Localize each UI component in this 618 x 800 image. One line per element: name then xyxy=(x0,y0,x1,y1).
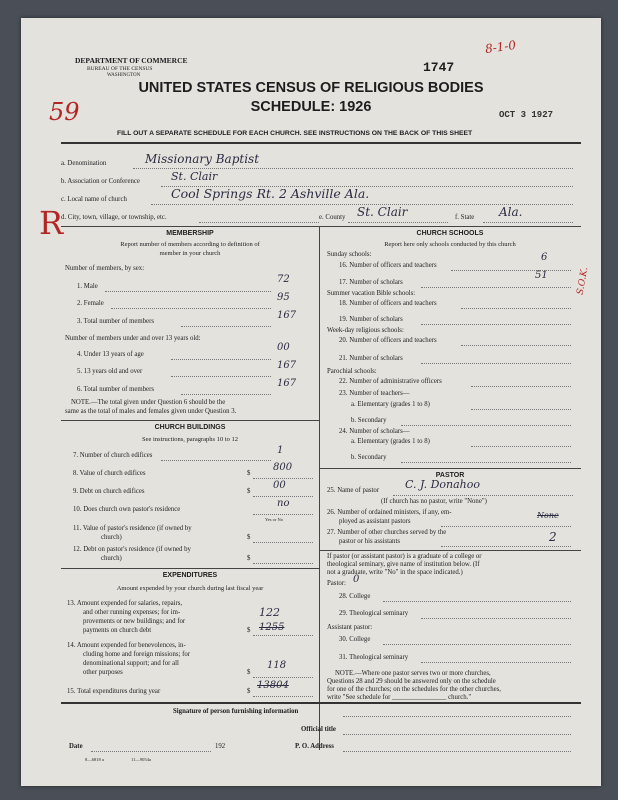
state-label: f. State xyxy=(455,214,475,221)
q13-value-struck: 1255 xyxy=(259,622,285,633)
q1-label: 1. Male xyxy=(77,283,98,290)
q19-leader xyxy=(421,324,571,325)
q11-dollar: $ xyxy=(247,534,251,541)
q9-value: 00 xyxy=(273,480,286,491)
q22-leader xyxy=(471,386,571,387)
q23a-label: a. Elementary (grades 1 to 8) xyxy=(351,401,430,408)
q7-leader xyxy=(161,460,271,461)
red-side-note: S.O.K. xyxy=(575,266,591,296)
q25-label: 25. Name of pastor xyxy=(327,487,380,494)
q12-leader xyxy=(253,563,313,564)
q24-label: 24. Number of scholars— xyxy=(339,428,410,435)
county-value: St. Clair xyxy=(357,205,408,219)
q21-label: 21. Number of scholars xyxy=(339,355,403,362)
date-line xyxy=(91,751,211,752)
q21-leader xyxy=(421,363,571,364)
q5-leader xyxy=(171,376,271,377)
q13-label-3: provements or new buildings; and for xyxy=(83,618,186,625)
yes-no-caption: Yes or No xyxy=(265,517,284,522)
q5-value: 167 xyxy=(277,360,297,371)
q3-label: 3. Total number of members xyxy=(77,318,154,325)
buildings-bottom-rule xyxy=(61,568,319,569)
q13-leader xyxy=(253,635,313,636)
q19-label: 19. Number of scholars xyxy=(339,316,403,323)
dept-name: DEPARTMENT OF COMMERCE xyxy=(75,56,188,65)
q27-value: 2 xyxy=(549,530,557,544)
q8-dollar: $ xyxy=(247,470,251,477)
q28-leader xyxy=(383,601,571,602)
q9-leader xyxy=(253,496,313,497)
table-top-rule xyxy=(61,226,581,227)
denomination-label: a. Denomination xyxy=(61,160,107,167)
q6-value: 167 xyxy=(277,378,297,389)
membership-bottom-rule xyxy=(61,420,319,421)
q13-label-4: payments on church debt xyxy=(83,627,152,634)
pastor-note-4: write "See schedule for ________________ church." xyxy=(327,694,472,701)
form-title: UNITED STATES CENSUS OF RELIGIOUS BODIES xyxy=(138,80,484,96)
q14-label-2: cluding home and foreign missions; for xyxy=(83,651,191,658)
q14-value: 118 xyxy=(267,660,287,671)
pastor-mid-rule xyxy=(319,550,581,551)
q18-leader xyxy=(461,308,571,309)
po-address-label: P. O. Address xyxy=(295,743,334,750)
bureau-name: BUREAU OF THE CENSUS xyxy=(87,66,153,72)
q10-value: no xyxy=(277,498,290,509)
membership-heading: MEMBERSHIP xyxy=(166,230,214,237)
q8-label: 8. Value of church edifices xyxy=(73,470,146,477)
q22-label: 22. Number of administrative officers xyxy=(339,378,442,385)
q17-leader xyxy=(421,287,571,288)
q27-label-1: 27. Number of other churches served by the xyxy=(327,529,447,536)
q27-label-2: pastor or his assistants xyxy=(339,538,400,545)
q5-label: 5. 13 years old and over xyxy=(77,368,143,375)
grad-note-3: not a graduate, write "No" in the space indicated.) xyxy=(327,569,463,576)
q26-label-1: 26. Number of ordained ministers, if any, em- xyxy=(327,509,452,516)
q15-label: 15. Total expenditures during year xyxy=(67,688,161,695)
table-bottom-rule xyxy=(61,702,581,704)
official-title-line xyxy=(343,734,571,735)
pastor-note-1: NOTE.—Where one pastor serves two or more churches, xyxy=(335,670,491,677)
q23a-leader xyxy=(471,409,571,410)
q4-value: 00 xyxy=(277,342,290,353)
schools-bottom-rule xyxy=(319,468,581,469)
schools-heading: CHURCH SCHOOLS xyxy=(416,230,484,237)
buildings-sub: See instructions, paragraphs 10 to 12 xyxy=(141,436,239,443)
q17-value: 51 xyxy=(535,270,548,281)
signature-line xyxy=(343,716,571,717)
bureau-city: WASHINGTON xyxy=(107,73,141,78)
q2-value: 95 xyxy=(277,292,290,303)
q31-leader xyxy=(421,662,571,663)
pastor-grad-label: Pastor: xyxy=(327,580,346,587)
members-by-sex-label: Number of members, by sex: xyxy=(65,265,145,272)
q11-label-2: church) xyxy=(101,534,122,541)
q8-value: 800 xyxy=(273,462,293,473)
denomination-value: Missionary Baptist xyxy=(145,152,260,166)
schedule-year: SCHEDULE: 1926 xyxy=(250,99,372,115)
q7-label: 7. Number of church edifices xyxy=(73,452,153,459)
q24b-leader xyxy=(401,462,571,463)
q11-leader xyxy=(253,542,313,543)
instructions-line: FILL OUT A SEPARATE SCHEDULE FOR EACH CHURCH. SEE INSTRUCTIONS ON THE BACK OF THIS SHEET xyxy=(117,130,473,137)
q27-leader xyxy=(441,546,571,547)
q4-leader xyxy=(171,359,271,360)
local-name-value: Cool Springs Rt. 2 Ashville Ala. xyxy=(171,186,370,201)
q24a-label: a. Elementary (grades 1 to 8) xyxy=(351,438,430,445)
pastor-heading: PASTOR xyxy=(435,472,465,479)
q14-dollar: $ xyxy=(247,669,251,676)
q10-leader xyxy=(253,514,313,515)
q3-leader xyxy=(181,326,271,327)
form-code-2: 11—9054a xyxy=(131,757,151,762)
red-R-mark: R xyxy=(39,204,64,242)
serial-number: 1747 xyxy=(423,60,455,75)
q1-leader xyxy=(105,291,271,292)
county-line xyxy=(348,222,448,223)
local-name-label: c. Local name of church xyxy=(61,196,127,203)
q26-label-2: ployed as assistant pastors xyxy=(339,518,411,525)
red-number: 59 xyxy=(49,98,80,126)
pastor-note-3: for one of the churches; on the schedules for the other churches, xyxy=(327,686,502,693)
weekday-label: Week-day religious schools: xyxy=(327,327,404,334)
q11-label-1: 11. Value of pastor's residence (if owned by xyxy=(73,525,192,532)
grad-note-2: theological seminary, give name of institution below. (If xyxy=(327,561,480,568)
date-year: 192 xyxy=(215,743,226,750)
q25-leader xyxy=(393,495,573,496)
q6-leader xyxy=(181,394,271,395)
q16-value: 6 xyxy=(541,252,548,263)
q23b-label: b. Secondary xyxy=(351,417,387,424)
state-line xyxy=(483,222,573,223)
q24a-leader xyxy=(471,446,571,447)
q15-leader xyxy=(253,696,313,697)
q13-label-2: and other running expenses; for im- xyxy=(83,609,181,616)
q24b-label: b. Secondary xyxy=(351,454,387,461)
q29-leader xyxy=(421,618,571,619)
q30-leader xyxy=(383,644,571,645)
q14-label-4: other purposes xyxy=(83,669,123,676)
q26-value: None xyxy=(537,511,559,520)
denomination-line xyxy=(133,168,573,169)
q3-value: 167 xyxy=(277,310,297,321)
q12-label-1: 12. Debt on pastor's residence (if owned by xyxy=(73,546,191,553)
q7-value: 1 xyxy=(277,445,284,456)
q29-label: 29. Theological seminary xyxy=(339,610,409,617)
membership-sub2: member in your church xyxy=(159,250,221,257)
age-label: Number of members under and over 13 years old: xyxy=(65,335,201,342)
q4-label: 4. Under 13 years of age xyxy=(77,351,144,358)
q13-label-1: 13. Amount expended for salaries, repairs, xyxy=(67,600,183,607)
vacation-label: Summer vacation Bible schools: xyxy=(327,290,416,297)
q8-leader xyxy=(253,478,313,479)
red-top-code: 8-1-0 xyxy=(484,37,517,57)
q16-leader xyxy=(451,270,571,271)
q2-label: 2. Female xyxy=(77,300,104,307)
association-label: b. Association or Conference xyxy=(61,178,140,185)
q15-value: 13804 xyxy=(257,680,289,691)
q28-label: 28. College xyxy=(339,593,371,600)
census-schedule-sheet xyxy=(21,18,601,786)
membership-note-2: same as the total of males and females given under Question 3. xyxy=(65,408,237,415)
q14-label-3: denominational support; and for all xyxy=(83,660,179,667)
po-address-line xyxy=(343,751,571,752)
q12-label-2: church) xyxy=(101,555,122,562)
center-divider xyxy=(319,226,320,750)
q25-note: (If church has no pastor, write "None") xyxy=(381,498,487,505)
q23b-leader xyxy=(401,425,571,426)
q17-label: 17. Number of scholars xyxy=(339,279,403,286)
q14-label-1: 14. Amount expended for benevolences, in- xyxy=(67,642,186,649)
q13-dollar: $ xyxy=(247,627,251,634)
q14-leader xyxy=(253,677,313,678)
sunday-label: Sunday schools: xyxy=(327,251,372,258)
membership-note-1: NOTE.—The total given under Question 6 should be the xyxy=(71,399,226,406)
q9-dollar: $ xyxy=(247,488,251,495)
signature-label: Signature of person furnishing information xyxy=(173,708,299,715)
date-label: Date xyxy=(69,743,83,750)
official-title-label: Official title xyxy=(301,726,336,733)
buildings-heading: CHURCH BUILDINGS xyxy=(154,424,226,431)
association-value: St. Clair xyxy=(171,170,218,183)
q15-dollar: $ xyxy=(247,688,251,695)
schools-sub: Report here only schools conducted by this church xyxy=(384,241,516,248)
q2-leader xyxy=(111,308,271,309)
county-label: e. County xyxy=(319,214,346,221)
membership-sub1: Report number of members according to definition of xyxy=(120,241,260,248)
q23-label: 23. Number of teachers— xyxy=(339,390,410,397)
pastor-grad-value: 0 xyxy=(353,574,360,585)
q16-label: 16. Number of officers and teachers xyxy=(339,262,437,269)
parochial-label: Parochial schools: xyxy=(327,368,377,375)
header-rule xyxy=(61,142,581,144)
q20-label: 20. Number of officers and teachers xyxy=(339,337,437,344)
q26-leader xyxy=(441,526,571,527)
grad-note-1: If pastor (or assistant pastor) is a graduate of a college or xyxy=(327,553,482,560)
q31-label: 31. Theological seminary xyxy=(339,654,409,661)
date-stamp: OCT 3 1927 xyxy=(499,110,554,120)
state-value: Ala. xyxy=(499,205,523,219)
q18-label: 18. Number of officers and teachers xyxy=(339,300,437,307)
pastor-note-2: Questions 28 and 29 should be answered only on the schedule xyxy=(327,678,496,685)
q25-value: C. J. Donahoo xyxy=(405,478,480,491)
q9-label: 9. Debt on church edifices xyxy=(73,488,145,495)
q20-leader xyxy=(461,345,571,346)
form-code-1: 8—6818 a xyxy=(85,757,104,762)
expenditures-sub: Amount expended by your church during last fiscal year xyxy=(116,585,264,592)
q10-label: 10. Does church own pastor's residence xyxy=(73,506,181,513)
q12-dollar: $ xyxy=(247,555,251,562)
expenditures-heading: EXPENDITURES xyxy=(162,572,218,579)
q30-label: 30. College xyxy=(339,636,371,643)
city-line xyxy=(199,222,319,223)
city-label: d. City, town, village, or township, etc. xyxy=(61,214,167,221)
q1-value: 72 xyxy=(277,274,290,285)
q13-value: 122 xyxy=(259,606,280,619)
assistant-pastor-label: Assistant pastor: xyxy=(327,624,373,631)
q6-label: 6. Total number of members xyxy=(77,386,154,393)
